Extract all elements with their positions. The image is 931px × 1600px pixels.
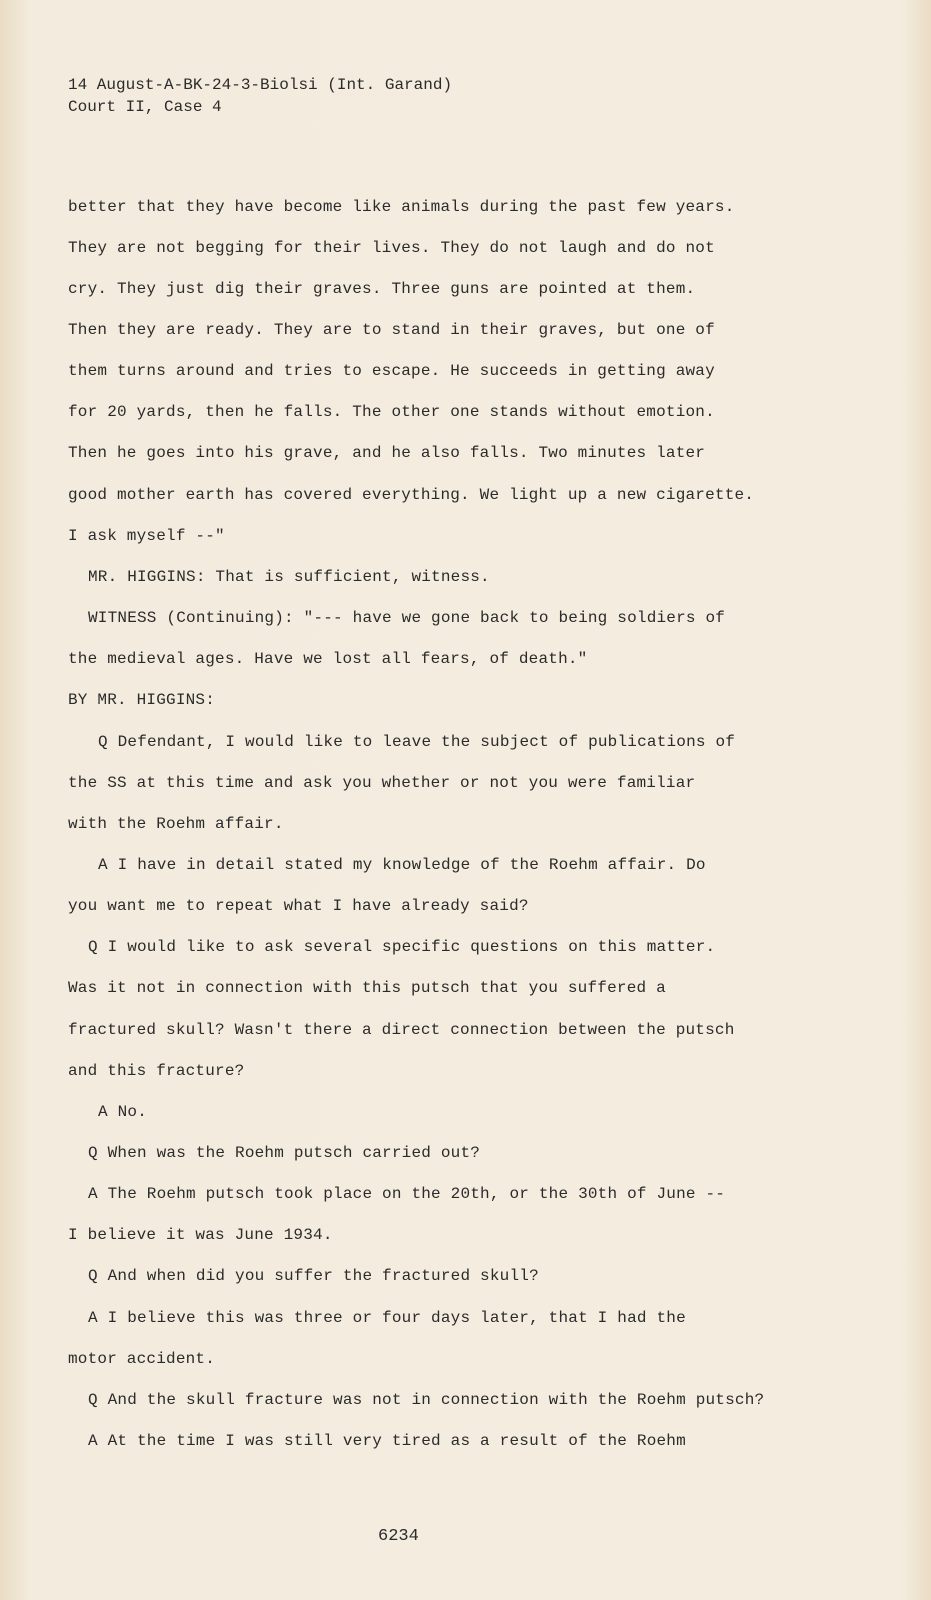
body-line: I ask myself --": [68, 527, 225, 545]
page-number: 6234: [378, 1527, 419, 1546]
body-line: A The Roehm putsch took place on the 20th, or the 30th of June --: [88, 1185, 726, 1203]
body-line: and this fracture?: [68, 1062, 245, 1080]
body-line: Was it not in connection with this putsch that you suffered a: [68, 979, 666, 997]
body-line: BY MR. HIGGINS:: [68, 691, 216, 709]
body-line: better that they have become like animals during the past few years.: [68, 198, 735, 216]
body-line: Q When was the Roehm putsch carried out?: [88, 1144, 481, 1162]
body-line: Q Defendant, I would like to leave the subject of publications of: [98, 733, 736, 751]
body-line: Then they are ready. They are to stand in their graves, but one of: [68, 321, 715, 339]
body-line: MR. HIGGINS: That is sufficient, witness.: [88, 568, 490, 586]
body-line: motor accident.: [68, 1350, 216, 1368]
body-line: you want me to repeat what I have already said?: [68, 897, 529, 915]
body-line: fractured skull? Wasn't there a direct connection between the putsch: [68, 1021, 735, 1039]
body-line: them turns around and tries to escape. He succeeds in getting away: [68, 362, 715, 380]
body-line: A I have in detail stated my knowledge of the Roehm affair. Do: [98, 856, 706, 874]
body-line: They are not begging for their lives. They do not laugh and do not: [68, 239, 715, 257]
body-line: Q I would like to ask several specific questions on this matter.: [88, 938, 716, 956]
body-line: Q And the skull fracture was not in connection with the Roehm putsch?: [88, 1391, 765, 1409]
body-line: the SS at this time and ask you whether or not you were familiar: [68, 774, 696, 792]
document-header: [68, 74, 452, 118]
body-line: Q And when did you suffer the fractured skull?: [88, 1267, 539, 1285]
body-line: cry. They just dig their graves. Three guns are pointed at them.: [68, 280, 696, 298]
body-line: Then he goes into his grave, and he also falls. Two minutes later: [68, 444, 706, 462]
header-line-1: 14 August-A-BK-24-3-Biolsi (Int. Garand): [68, 76, 453, 94]
body-line: the medieval ages. Have we lost all fears, of death.": [68, 650, 588, 668]
header-line-2: Court II, Case 4: [68, 98, 222, 116]
body-line: for 20 yards, then he falls. The other one stands without emotion.: [68, 403, 715, 421]
body-line: with the Roehm affair.: [68, 815, 284, 833]
body-line: good mother earth has covered everything. We light up a new cigarette.: [68, 486, 755, 504]
body-line: A I believe this was three or four days later, that I had the: [88, 1309, 686, 1327]
body-line: A No.: [98, 1103, 148, 1121]
body-line: WITNESS (Continuing): "--- have we gone back to being soldiers of: [88, 609, 726, 627]
body-line: I believe it was June 1934.: [68, 1226, 333, 1244]
body-line: A At the time I was still very tired as a result of the Roehm: [88, 1432, 686, 1450]
